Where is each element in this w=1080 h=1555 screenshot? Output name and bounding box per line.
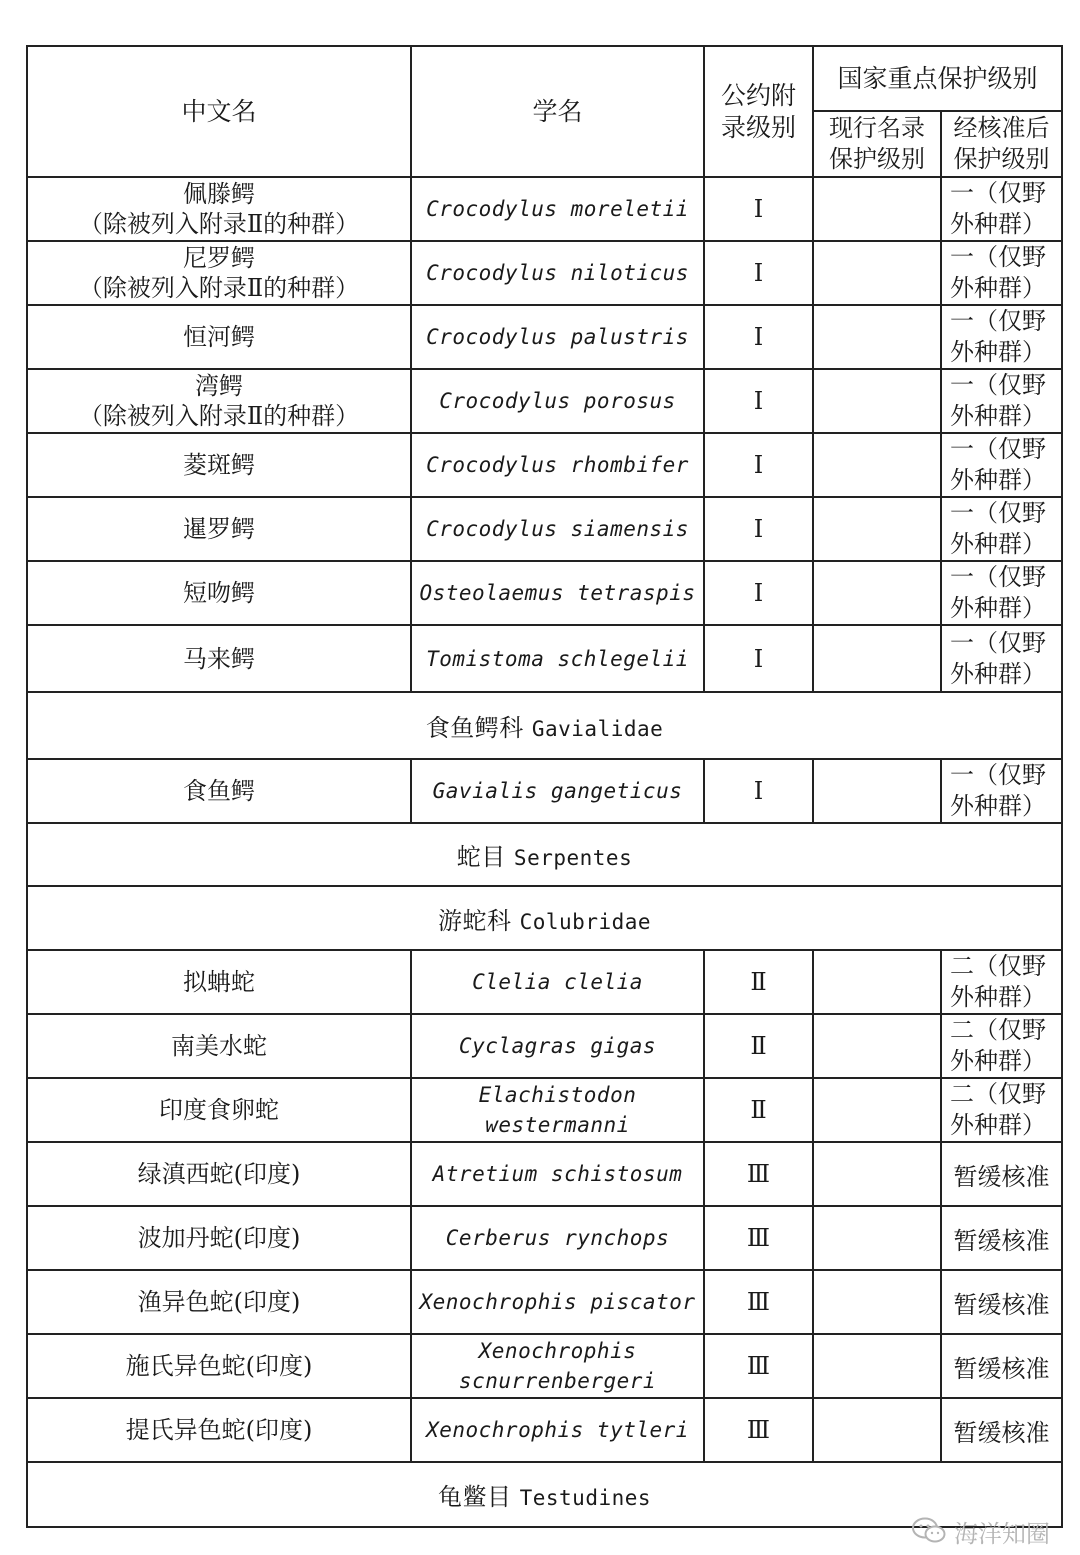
appendix-level-cell: Ⅰ xyxy=(704,305,813,369)
appendix-level-cell: Ⅰ xyxy=(704,433,813,497)
current-level-cell xyxy=(813,1078,941,1142)
group-latin-name: Colubridae xyxy=(519,909,652,934)
group-heading xyxy=(27,823,1062,886)
chinese-name-cell: 绿滇西蛇(印度) xyxy=(27,1142,411,1206)
chinese-name-cell: 印度食卵蛇 xyxy=(27,1078,411,1142)
group-heading xyxy=(27,1462,1062,1527)
approved-level-cell: 暂缓核准 xyxy=(941,1142,1062,1206)
approved-level-cell: 一（仅野 外种群） xyxy=(941,177,1062,241)
appendix-level-cell: Ⅰ xyxy=(704,241,813,305)
header-scientific-name: 学名 xyxy=(411,46,704,177)
header-current-level: 现行名录 保护级别 xyxy=(813,111,941,177)
scientific-name-cell: Elachistodon westermanni xyxy=(411,1078,704,1142)
table-row xyxy=(27,369,1062,433)
scientific-name-cell: Gavialis gangeticus xyxy=(411,759,704,823)
chinese-name-cell: 食鱼鳄 xyxy=(27,759,411,823)
chinese-name-cell: 尼罗鳄 （除被列入附录Ⅱ的种群） xyxy=(27,241,411,305)
table-row xyxy=(27,1078,1062,1142)
header-approved-level: 经核准后 保护级别 xyxy=(941,111,1062,177)
group-row xyxy=(27,692,1062,759)
table-row xyxy=(27,950,1062,1014)
table-row xyxy=(27,241,1062,305)
scientific-name-cell: Atretium schistosum xyxy=(411,1142,704,1206)
wechat-icon xyxy=(912,1517,946,1545)
chinese-name-cell: 拟蚺蛇 xyxy=(27,950,411,1014)
chinese-name-cell: 施氏异色蛇(印度) xyxy=(27,1334,411,1398)
appendix-level-cell: Ⅲ xyxy=(704,1142,813,1206)
appendix-level-cell: Ⅰ xyxy=(704,625,813,692)
table-row xyxy=(27,305,1062,369)
appendix-level-cell: Ⅱ xyxy=(704,1014,813,1078)
approved-level-cell: 一（仅野 外种群） xyxy=(941,561,1062,625)
scientific-name-cell: Cerberus rynchops xyxy=(411,1206,704,1270)
approved-level-cell: 一（仅野 外种群） xyxy=(941,241,1062,305)
group-heading xyxy=(27,886,1062,950)
chinese-name-cell: 提氏异色蛇(印度) xyxy=(27,1398,411,1462)
current-level-cell xyxy=(813,241,941,305)
scientific-name-cell: Crocodylus niloticus xyxy=(411,241,704,305)
current-level-cell xyxy=(813,1206,941,1270)
group-chinese-name: 游蛇科 xyxy=(437,906,512,935)
appendix-level-cell: Ⅰ xyxy=(704,369,813,433)
chinese-name-cell: 恒河鳄 xyxy=(27,305,411,369)
approved-level-cell: 二（仅野 外种群） xyxy=(941,950,1062,1014)
chinese-name-cell: 湾鳄 （除被列入附录Ⅱ的种群） xyxy=(27,369,411,433)
current-level-cell xyxy=(813,433,941,497)
scientific-name-cell: Xenochrophis scnurrenbergeri xyxy=(411,1334,704,1398)
chinese-name-cell: 渔异色蛇(印度) xyxy=(27,1270,411,1334)
current-level-cell xyxy=(813,561,941,625)
header-chinese-name: 中文名 xyxy=(27,46,411,177)
scientific-name-cell: Cyclagras gigas xyxy=(411,1014,704,1078)
current-level-cell xyxy=(813,369,941,433)
watermark xyxy=(912,1511,1050,1551)
table-row xyxy=(27,1398,1062,1462)
approved-level-cell: 一（仅野 外种群） xyxy=(941,433,1062,497)
scientific-name-cell: Xenochrophis tytleri xyxy=(411,1398,704,1462)
current-level-cell xyxy=(813,1142,941,1206)
chinese-name-cell: 南美水蛇 xyxy=(27,1014,411,1078)
table-row xyxy=(27,1334,1062,1398)
table-row xyxy=(27,1206,1062,1270)
table-row xyxy=(27,759,1062,823)
appendix-level-cell: Ⅱ xyxy=(704,950,813,1014)
approved-level-cell: 一（仅野 外种群） xyxy=(941,625,1062,692)
group-latin-name: Testudines xyxy=(519,1486,652,1510)
group-heading xyxy=(27,692,1062,759)
approved-level-cell: 一（仅野 外种群） xyxy=(941,305,1062,369)
scientific-name-cell: Crocodylus rhombifer xyxy=(411,433,704,497)
chinese-name-cell: 波加丹蛇(印度) xyxy=(27,1206,411,1270)
approved-level-cell: 二（仅野 外种群） xyxy=(941,1078,1062,1142)
approved-level-cell: 一（仅野 外种群） xyxy=(941,369,1062,433)
scientific-name-cell: Tomistoma schlegelii xyxy=(411,625,704,692)
chinese-name-cell: 暹罗鳄 xyxy=(27,497,411,561)
appendix-level-cell: Ⅰ xyxy=(704,497,813,561)
species-table xyxy=(26,45,1063,1528)
table-row xyxy=(27,625,1062,692)
current-level-cell xyxy=(813,1014,941,1078)
group-latin-name: Serpentes xyxy=(513,846,633,870)
scientific-name-cell: Osteolaemus tetraspis xyxy=(411,561,704,625)
current-level-cell xyxy=(813,625,941,692)
table-row xyxy=(27,1142,1062,1206)
scientific-name-cell: Xenochrophis piscator xyxy=(411,1270,704,1334)
approved-level-cell: 一（仅野 外种群） xyxy=(941,497,1062,561)
header-appendix-level: 公约附 录级别 xyxy=(704,46,813,177)
table-row xyxy=(27,177,1062,241)
chinese-name-cell: 菱斑鳄 xyxy=(27,433,411,497)
table-row xyxy=(27,433,1062,497)
group-row xyxy=(27,823,1062,886)
chinese-name-cell: 佩滕鳄 （除被列入附录Ⅱ的种群） xyxy=(27,177,411,241)
group-chinese-name: 龟鳖目 xyxy=(437,1483,512,1511)
table-row xyxy=(27,497,1062,561)
table-body xyxy=(27,177,1062,1527)
appendix-level-cell: Ⅲ xyxy=(704,1398,813,1462)
approved-level-cell: 暂缓核准 xyxy=(941,1270,1062,1334)
table-row xyxy=(27,1270,1062,1334)
chinese-name-cell: 马来鳄 xyxy=(27,625,411,692)
header-national-protection: 国家重点保护级别 xyxy=(813,46,1062,111)
current-level-cell xyxy=(813,1398,941,1462)
scientific-name-cell: Clelia clelia xyxy=(411,950,704,1014)
current-level-cell xyxy=(813,1270,941,1334)
approved-level-cell: 二（仅野 外种群） xyxy=(941,1014,1062,1078)
current-level-cell xyxy=(813,759,941,823)
watermark-text: 海洋知圈 xyxy=(954,1519,1050,1548)
current-level-cell xyxy=(813,177,941,241)
group-chinese-name: 食鱼鳄科 xyxy=(425,714,524,742)
group-row xyxy=(27,886,1062,950)
scientific-name-cell: Crocodylus porosus xyxy=(411,369,704,433)
approved-level-cell: 暂缓核准 xyxy=(941,1398,1062,1462)
scientific-name-cell: Crocodylus moreletii xyxy=(411,177,704,241)
appendix-level-cell: Ⅰ xyxy=(704,561,813,625)
current-level-cell xyxy=(813,305,941,369)
current-level-cell xyxy=(813,497,941,561)
appendix-level-cell: Ⅰ xyxy=(704,759,813,823)
group-latin-name: Gavialidae xyxy=(531,717,664,741)
appendix-level-cell: Ⅰ xyxy=(704,177,813,241)
appendix-level-cell: Ⅲ xyxy=(704,1334,813,1398)
approved-level-cell: 一（仅野 外种群） xyxy=(941,759,1062,823)
table-row xyxy=(27,561,1062,625)
group-chinese-name: 蛇目 xyxy=(456,843,506,871)
appendix-level-cell: Ⅲ xyxy=(704,1270,813,1334)
appendix-level-cell: Ⅱ xyxy=(704,1078,813,1142)
scientific-name-cell: Crocodylus palustris xyxy=(411,305,704,369)
group-row xyxy=(27,1462,1062,1527)
approved-level-cell: 暂缓核准 xyxy=(941,1206,1062,1270)
table-row xyxy=(27,1014,1062,1078)
current-level-cell xyxy=(813,1334,941,1398)
approved-level-cell: 暂缓核准 xyxy=(941,1334,1062,1398)
scientific-name-cell: Crocodylus siamensis xyxy=(411,497,704,561)
current-level-cell xyxy=(813,950,941,1014)
appendix-level-cell: Ⅲ xyxy=(704,1206,813,1270)
chinese-name-cell: 短吻鳄 xyxy=(27,561,411,625)
